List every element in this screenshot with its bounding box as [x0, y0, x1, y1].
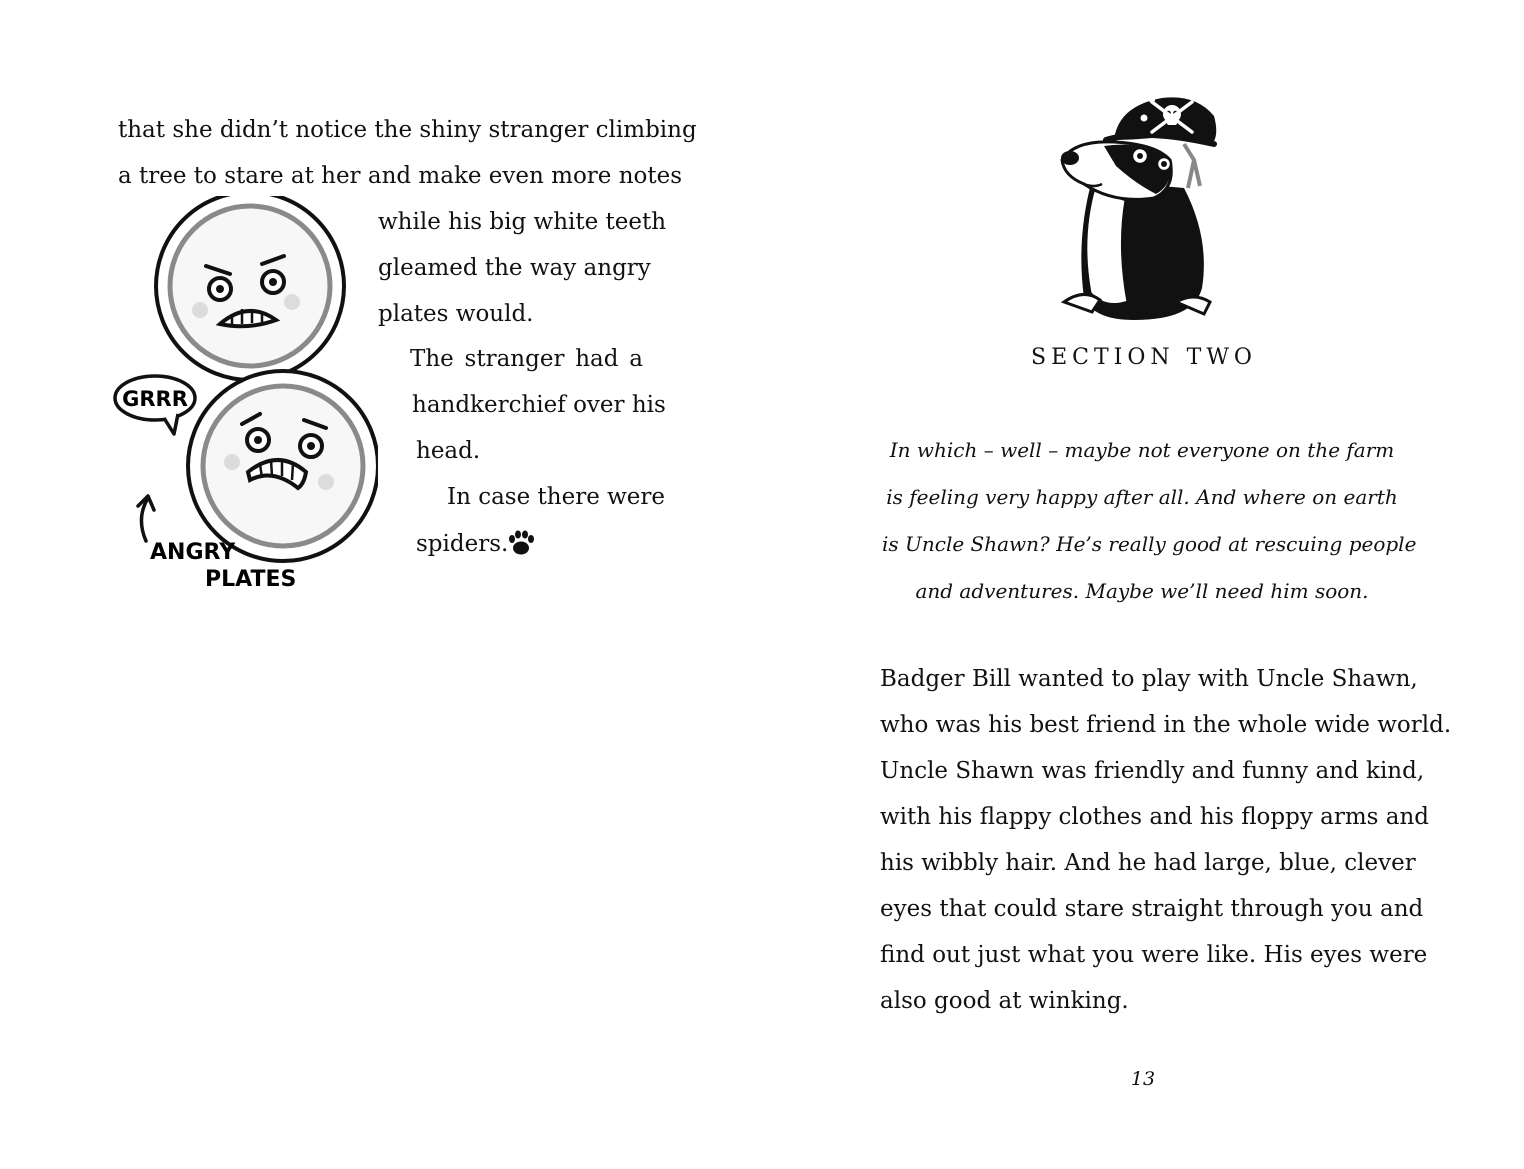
body-line: also good at winking.	[880, 988, 1129, 1014]
caption-arrow-icon	[141, 498, 148, 541]
angry-plate-top	[156, 196, 344, 380]
section-intro-line: is feeling very happy after all. And where on earth	[886, 485, 1398, 509]
body-line: with his flappy clothes and his floppy arms and	[880, 804, 1430, 830]
angry-plate-bottom	[188, 371, 378, 561]
section-title: SECTION TWO	[1031, 345, 1257, 370]
text-line: head.	[416, 438, 481, 464]
body-line: Badger Bill wanted to play with Uncle Shawn,	[880, 666, 1418, 692]
body-line: Uncle Shawn was friendly and funny and kind,	[880, 758, 1425, 784]
text-line: while his big white teeth	[378, 209, 667, 235]
angry-plates-illustration	[108, 196, 378, 596]
caption-angry: ANGRY	[150, 540, 236, 565]
section-intro-line: In which – well – maybe not everyone on the farm	[889, 438, 1395, 462]
body-line: eyes that could stare straight through you and	[880, 896, 1424, 922]
text-line: plates would.	[378, 301, 534, 327]
right-page	[762, 0, 1524, 1169]
text-line: spiders.	[416, 531, 509, 557]
page-number: 13	[1130, 1068, 1156, 1090]
text-line: gleamed the way angry	[378, 255, 651, 281]
body-line: who was his best friend in the whole wide world.	[880, 712, 1452, 738]
speech-bubble	[115, 376, 195, 434]
speech-bubble-text: GRRR	[122, 387, 188, 411]
paw-print-icon	[506, 528, 536, 558]
caption-plates: PLATES	[205, 567, 297, 592]
text-line: a tree to stare at her and make even more notes	[118, 163, 683, 189]
text-line: handkerchief over his	[412, 392, 666, 418]
section-intro-line: and adventures. Maybe we’ll need him soon.	[915, 579, 1369, 603]
section-intro-line: is Uncle Shawn? He’s really good at rescuing people	[882, 532, 1417, 556]
body-line: his wibbly hair. And he had large, blue, clever	[880, 850, 1416, 876]
pirate-badger-illustration	[1044, 88, 1224, 326]
text-line: that she didn’t notice the shiny stranger climbing	[118, 117, 697, 143]
body-line: find out just what you were like. His eyes were	[880, 942, 1428, 968]
text-line: In case there were	[447, 484, 666, 510]
text-line: The stranger had a	[410, 346, 643, 372]
